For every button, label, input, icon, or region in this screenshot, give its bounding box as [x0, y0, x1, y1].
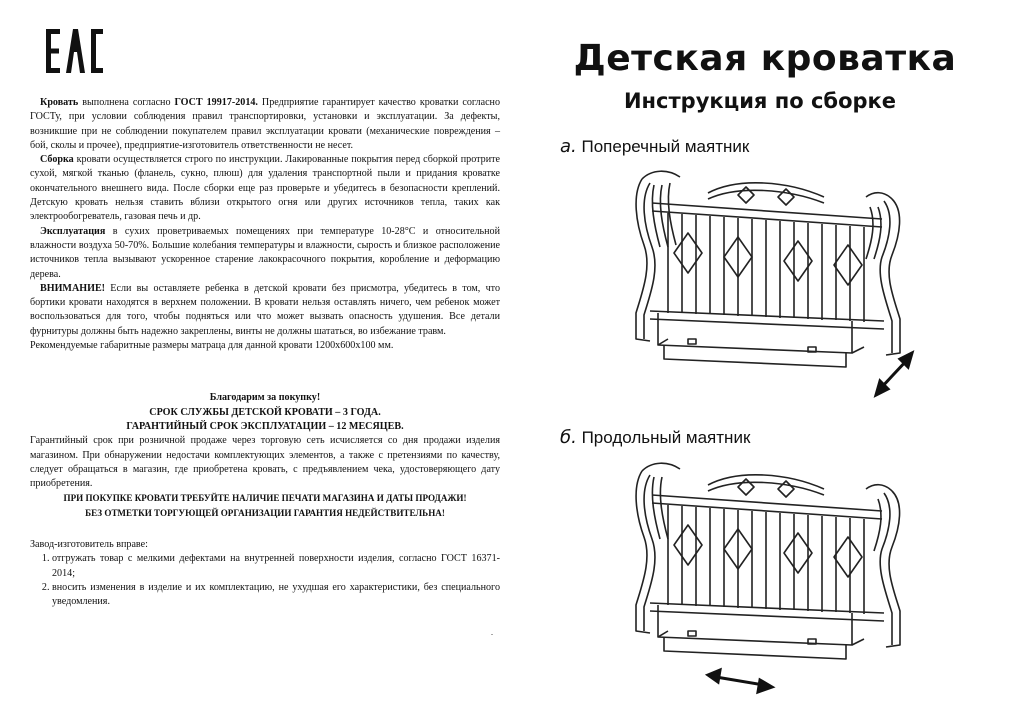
figure-b-letter: б.: [560, 427, 577, 448]
figure-b-caption: [560, 427, 750, 448]
thanks-line: Благодарим за покупку!: [209, 392, 321, 404]
stamp-notice-1: ПРИ ПОКУПКЕ КРОВАТИ ТРЕБУЙТЕ НАЛИЧИЕ ПЕЧАТИ МАГАЗИНА И ДАТЫ ПРОДАЖИ!: [63, 493, 467, 504]
maker-rights-list: [30, 552, 500, 609]
paragraph-warning: [30, 282, 500, 339]
paragraph-usage: [30, 225, 500, 282]
crib-longitudinal-pendulum-icon: [628, 455, 918, 695]
crib-transverse-pendulum-icon: [628, 163, 918, 403]
text-span: Если вы оставляете ребенка в детской кровати без присмотра, убедитесь в том, что бортики кровати находятся в верхнем положении. В кровати нельзя оставлять ничего, чем ребенок может воспользоваться для того, чтобы подняться или что может вызвать опасность удушения. Все детали фурнитуры должны быть надежно закреплены, винты не должны шататься, во избежание травм.: [30, 282, 500, 337]
page-subtitle: Инструкция по сборке: [623, 89, 897, 113]
figure-a-caption: [560, 136, 749, 157]
stamp-notice-2: БЕЗ ОТМЕТКИ ТОРГУЮЩЕЙ ОРГАНИЗАЦИИ ГАРАНТИЯ НЕДЕЙСТВИТЕЛЬНА!: [85, 507, 445, 518]
lead-warning: ВНИМАНИЕ!: [40, 282, 106, 294]
list-item: 1. отгружать товар с мелкими дефектами на внутренней поверхности изделия, согласно ГОСТ 16371-2014;: [52, 552, 500, 581]
warranty-period-line: ГАРАНТИЙНЫЙ СРОК ЭКСПЛУАТАЦИИ – 12 МЕСЯЦЕВ.: [126, 420, 404, 432]
instruction-text: [30, 96, 500, 610]
figure-a-title: Поперечный маятник: [581, 137, 750, 156]
lead-assembly: Сборка: [40, 154, 74, 166]
eac-mark-icon: [44, 26, 104, 76]
paragraph-assembly: [30, 153, 500, 224]
list-item: 2. вносить изменения в изделие и их комплектацию, не ухудшая его характеристики, без специального уведомления.: [52, 581, 500, 610]
paragraph-bed-standard: [30, 96, 500, 153]
text-span: кровати осуществляется строго по инструкции. Лакированные покрытия перед сборкой протрите сухой, мягкой тканью (фланель, сукно, плюш) для удаления транспортной пыли и придания кроватке окончательного внешнего вида. После сборки еще раз проверьте и убедитесь в безопасности креплений. Детскую кровать нельзя ставить вблизи открытого огня или других источников тепла, таких как электрообогреватель, газовая печь и др.: [30, 154, 500, 223]
paragraph-mattress: Рекомендуемые габаритные размеры матраца для данной кровати 1200х600х100 мм.: [30, 340, 394, 352]
figure-a-letter: а.: [560, 136, 577, 157]
page-title: Детская кроватка: [573, 38, 957, 79]
text-span: в сухих проветриваемых помещениях при температуре 10-28°С и относительной влажности воздуха 50-70%. Большие колебания температуры и влажности, сырость и близкое расположение источников тепла вызывают ускоренное старение лакокрасочного покрытия, коробление и деформацию дерева.: [30, 225, 500, 280]
text-span: выполнена согласно: [78, 97, 175, 108]
text-span: Предприятие гарантирует качество кроватки согласно ГОСТу, при условии соблюдения правил транспортировки, установки и эксплуатации. За дефекты, возникшие при не соблюдении покупателем правил эксплуатации кровати (механические повреждения – бой, сколы и прочее), предприятие-изготовитель ответственности не несет.: [30, 97, 500, 151]
gost-ref: ГОСТ 19917-2014.: [174, 97, 258, 108]
maker-rights-heading: Завод-изготовитель вправе:: [30, 539, 148, 551]
lead-bed: Кровать: [40, 97, 79, 108]
trailing-mark: .: [491, 628, 493, 637]
spacer: [30, 520, 500, 538]
service-life-line: СРОК СЛУЖБЫ ДЕТСКОЙ КРОВАТИ – 3 ГОДА.: [149, 406, 381, 418]
lead-usage: Эксплуатация: [40, 225, 106, 237]
warranty-text: Гарантийный срок при розничной продаже через торговую сеть исчисляется со дня продажи изделия магазином. При обнаружении недостачи комплектующих элементов, а также с претензиями по качеству, следует обращаться в магазин, где приобретена кровать, с предъявлением чека, удостоверяющего дату приобретения.: [30, 435, 500, 490]
figure-b-title: Продольный маятник: [581, 428, 751, 447]
warranty-block: [30, 391, 500, 609]
